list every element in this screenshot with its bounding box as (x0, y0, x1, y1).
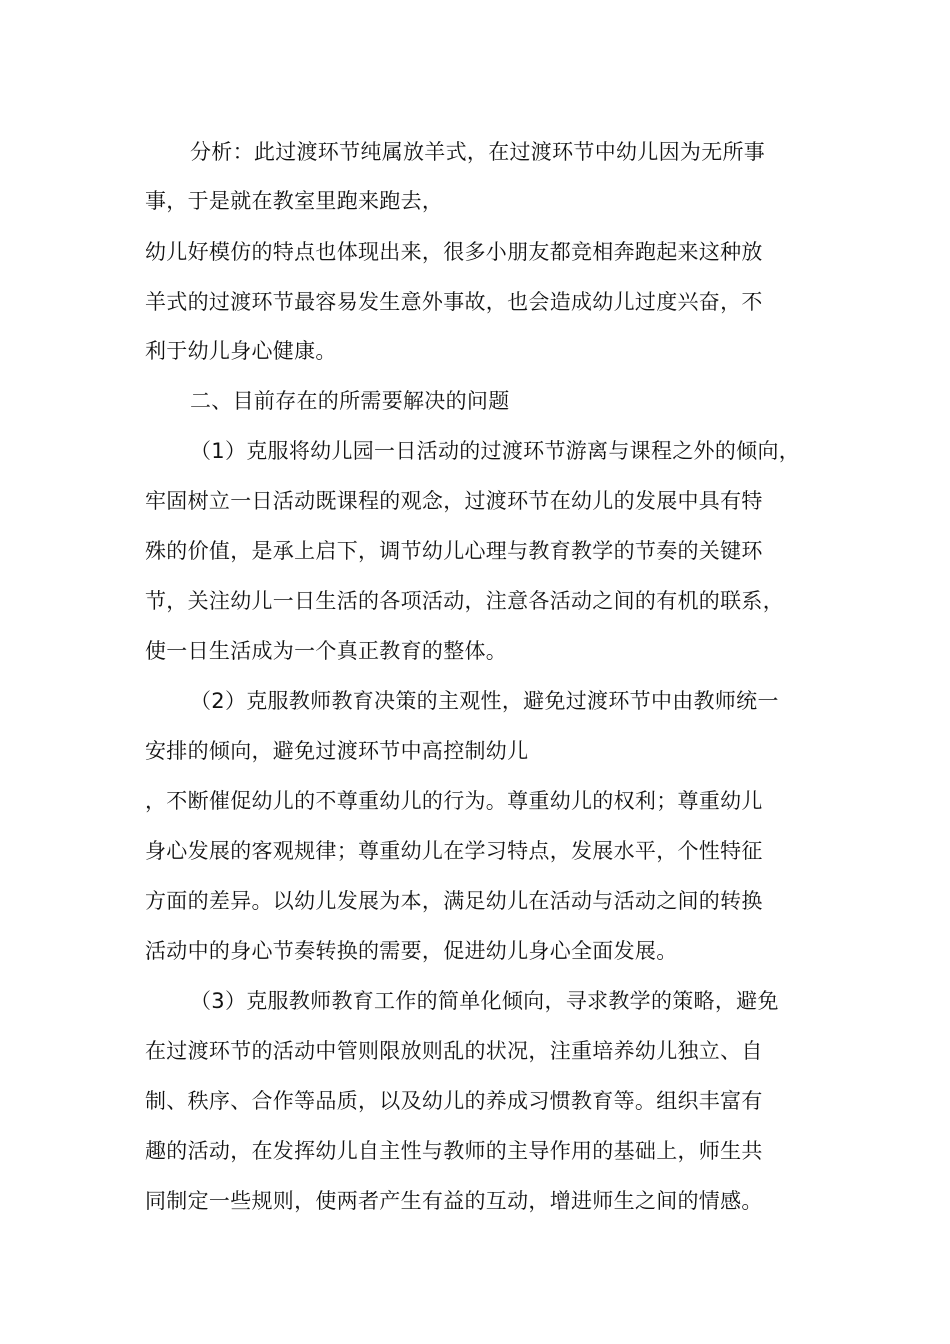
item-1-paragraph-line: 牢固树立一日活动既课程的观念，过渡环节在幼儿的发展中具有特 (145, 489, 763, 513)
analysis-paragraph-line: 羊式的过渡环节最容易发生意外事故，也会造成幼儿过度兴奋，不 (145, 290, 763, 314)
item-2-paragraph-line: 活动中的身心节奏转换的需要，促进幼儿身心全面发展。 (145, 939, 678, 963)
analysis-paragraph-line: 幼儿好模仿的特点也体现出来，很多小朋友都竞相奔跑起来这种放 (145, 240, 763, 264)
section-heading: 二、目前存在的所需要解决的问题 (190, 389, 510, 413)
item-3-paragraph-line: 同制定一些规则，使两者产生有益的互动，增进师生之间的情感。 (145, 1189, 763, 1213)
item-3-paragraph-line: 制、秩序、合作等品质，以及幼儿的养成习惯教育等。组织丰富有 (145, 1089, 763, 1113)
item-1-paragraph-line: 节，关注幼儿一日生活的各项活动，注意各活动之间的有机的联系， (145, 589, 784, 613)
item-3-paragraph-line: 在过渡环节的活动中管则限放则乱的状况，注重培养幼儿独立、自 (145, 1039, 763, 1063)
item-2-paragraph-line: ，不断催促幼儿的不尊重幼儿的行为。尊重幼儿的权利；尊重幼儿 (145, 789, 763, 813)
analysis-paragraph-line: 利于幼儿身心健康。 (145, 339, 337, 363)
item-2-paragraph-line: 身心发展的客观规律；尊重幼儿在学习特点，发展水平，个性特征 (145, 839, 763, 863)
item-3-paragraph-line: 趣的活动，在发挥幼儿自主性与教师的主导作用的基础上，师生共 (145, 1139, 763, 1163)
item-3-paragraph-line: （3）克服教师教育工作的简单化倾向，寻求教学的策略，避免 (190, 989, 779, 1013)
analysis-paragraph-line: 分析：此过渡环节纯属放羊式，在过渡环节中幼儿因为无所事 (190, 140, 766, 164)
item-1-paragraph-line: 殊的价值，是承上启下，调节幼儿心理与教育教学的节奏的关键环 (145, 539, 763, 563)
item-1-paragraph-line: （1）克服将幼儿园一日活动的过渡环节游离与课程之外的倾向， (190, 439, 801, 463)
analysis-paragraph-line: 事，于是就在教室里跑来跑去， (145, 189, 444, 213)
item-2-paragraph-line: 方面的差异。以幼儿发展为本，满足幼儿在活动与活动之间的转换 (145, 889, 763, 913)
item-1-paragraph-line: 使一日生活成为一个真正教育的整体。 (145, 639, 508, 663)
item-2-paragraph-line: （2）克服教师教育决策的主观性，避免过渡环节中由教师统一 (190, 689, 779, 713)
item-2-paragraph-line: 安排的倾向，避免过渡环节中高控制幼儿 (145, 739, 529, 763)
